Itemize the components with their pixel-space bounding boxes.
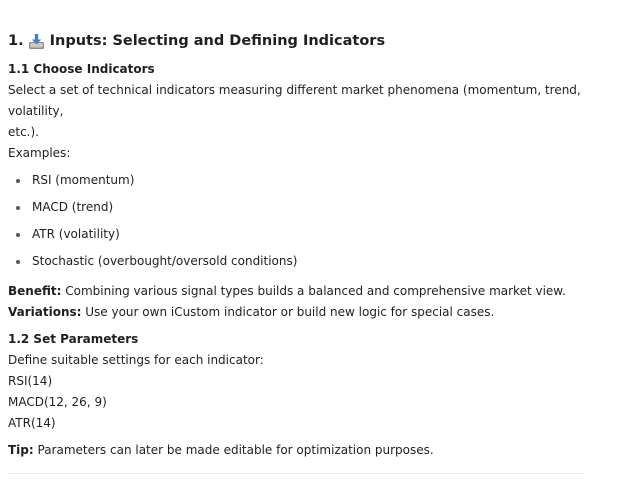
list-item: RSI (momentum) — [8, 170, 584, 191]
heading-text: Inputs: Selecting and Defining Indicators — [49, 33, 386, 49]
parameter-macd: MACD(12, 26, 9) — [8, 395, 107, 409]
section-heading — [8, 30, 584, 52]
intro-line-2: etc.). — [8, 125, 39, 139]
subheading-choose-indicators: 1.1 Choose Indicators — [8, 62, 155, 76]
list-item: ATR (volatility) — [8, 224, 584, 245]
inbox-tray-icon — [28, 33, 45, 50]
benefit-paragraph — [8, 281, 584, 323]
list-item: MACD (trend) — [8, 197, 584, 218]
section-divider — [8, 473, 584, 474]
list-item: Stochastic (overbought/oversold conditions) — [8, 251, 584, 272]
benefit-text: Combining various signal types builds a balanced and comprehensive market view. — [61, 284, 566, 298]
tip-paragraph — [8, 440, 584, 461]
parameters-paragraph — [8, 350, 584, 434]
benefit-label: Benefit: — [8, 284, 62, 298]
parameter-rsi: RSI(14) — [8, 374, 53, 388]
variations-text: Use your own iCustom indicator or build new logic for special cases. — [81, 305, 495, 319]
examples-list — [8, 170, 584, 272]
tip-text: Parameters can later be made editable for optimization purposes. — [33, 443, 434, 457]
variations-label: Variations: — [8, 305, 82, 319]
heading-number: 1. — [8, 33, 24, 49]
parameter-atr: ATR(14) — [8, 416, 56, 430]
intro-line-1: Select a set of technical indicators measuring different market phenomena (momentum, trend, volatility, — [8, 83, 581, 118]
intro-paragraph — [8, 80, 584, 164]
parameters-intro: Define suitable settings for each indicator: — [8, 353, 264, 367]
document-body — [8, 30, 584, 461]
tip-label: Tip: — [8, 443, 34, 457]
examples-label: Examples: — [8, 146, 71, 160]
subheading-set-parameters: 1.2 Set Parameters — [8, 332, 139, 346]
